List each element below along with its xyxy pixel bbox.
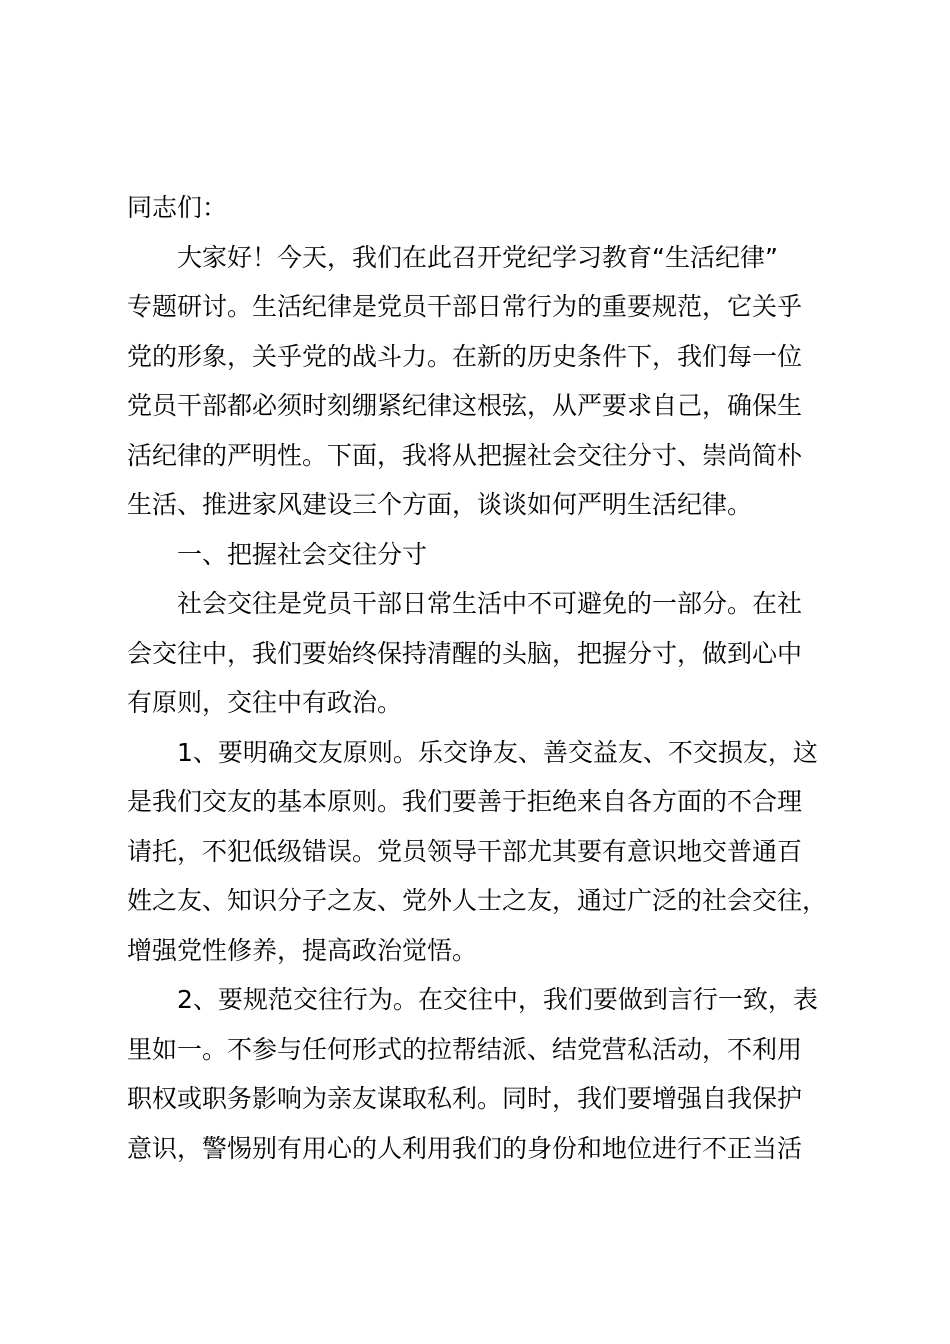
paragraph-line: 会交往中，我们要始终保持清醒的头脑，把握分寸，做到心中 bbox=[127, 638, 803, 668]
paragraph-line: 党的形象，关乎党的战斗力。在新的历史条件下，我们每一位 bbox=[127, 341, 803, 371]
paragraph-line: 有原则，交往中有政治。 bbox=[127, 688, 403, 717]
paragraph-line: 2、要规范交往行为。在交往中，我们要做到言行一致，表 bbox=[177, 985, 818, 1014]
intro-paragraph bbox=[127, 233, 847, 530]
paragraph-line: 请托，不犯低级错误。党员领导干部尤其要有意识地交普通百 bbox=[127, 836, 803, 866]
paragraph-line: 活纪律的严明性。下面，我将从把握社会交往分寸、崇尚简朴 bbox=[127, 440, 803, 470]
paragraph-line: 生活、推进家风建设三个方面，谈谈如何严明生活纪律。 bbox=[127, 490, 753, 519]
point2-paragraph bbox=[127, 975, 847, 1173]
paragraph-line: 专题研讨。生活纪律是党员干部日常行为的重要规范，它关乎 bbox=[127, 292, 803, 321]
paragraph-line: 增强党性修养，提高政治觉悟。 bbox=[127, 935, 478, 965]
paragraph-line: 大家好！今天，我们在此召开党纪学习教育“生活纪律” bbox=[177, 242, 778, 272]
point1-paragraph bbox=[127, 728, 847, 976]
paragraph-line: 是我们交友的基本原则。我们要善于拒绝来自各方面的不合理 bbox=[127, 787, 803, 816]
paragraph-line: 社会交往是党员干部日常生活中不可避免的一部分。在社 bbox=[177, 589, 803, 618]
paragraph-line: 姓之友、知识分子之友、党外人士之友，通过广泛的社会交往， bbox=[127, 886, 828, 915]
paragraph-line: 意识，警惕别有用心的人利用我们的身份和地位进行不正当活 bbox=[127, 1133, 803, 1163]
paragraph-line: 职权或职务影响为亲友谋取私利。同时，我们要增强自我保护 bbox=[127, 1084, 803, 1113]
paragraph-line: 里如一。不参与任何形式的拉帮结派、结党营私活动，不利用 bbox=[127, 1034, 803, 1064]
paragraph-line: 1、要明确交友原则。乐交诤友、善交益友、不交损友，这 bbox=[177, 737, 818, 767]
paragraph-line: 党员干部都必须时刻绷紧纪律这根弦，从严要求自己，确保生 bbox=[127, 391, 803, 420]
document-body bbox=[127, 183, 847, 1173]
greeting: 同志们： bbox=[127, 193, 228, 222]
section-heading: 一、把握社会交往分寸 bbox=[177, 539, 428, 569]
section1-paragraph bbox=[127, 579, 847, 728]
